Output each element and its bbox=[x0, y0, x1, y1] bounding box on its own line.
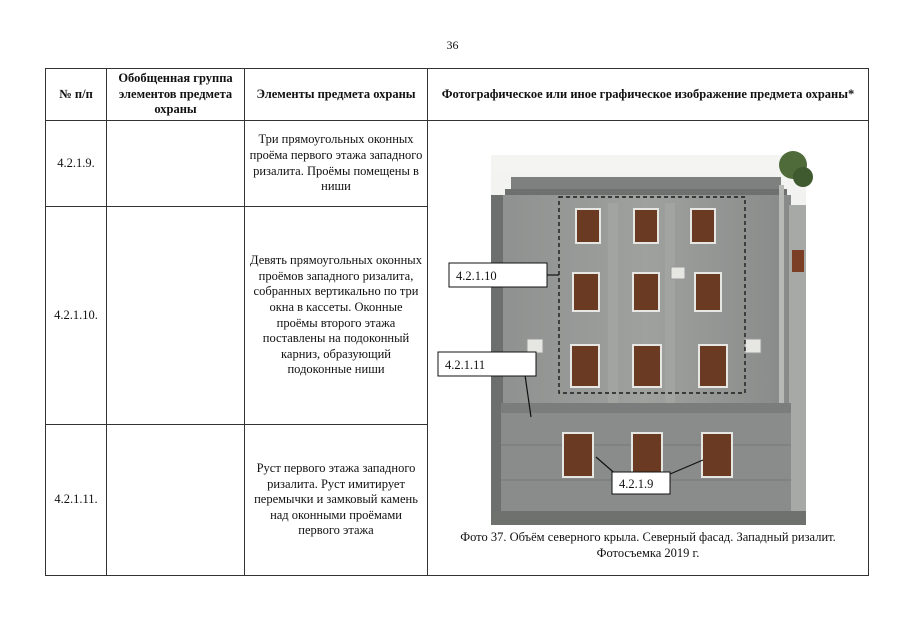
page-number: 36 bbox=[446, 38, 459, 52]
row-group bbox=[107, 425, 245, 576]
row-element: Три прямоугольных оконных проёма первого этажа западного ризалита. Проёмы помещены в ниши bbox=[245, 121, 428, 207]
label-4-2-1-9: 4.2.1.9 bbox=[619, 477, 654, 491]
facade-photo bbox=[445, 155, 806, 525]
header-elements: Элементы предмета охраны bbox=[245, 69, 428, 121]
row-element: Руст первого этажа западного ризалита. Руст имитирует перемычки и замковый камень над оконными проёмами первого этажа bbox=[245, 425, 428, 576]
label-4-2-1-10: 4.2.1.10 bbox=[456, 269, 497, 283]
table-header-row bbox=[46, 69, 869, 121]
row-element: Девять прямоугольных оконных проёмов западного ризалита, собранных вертикально по три окна в кассеты. Оконные проёмы второго этажа поставлены на подоконный карниз, образующий подоконные ниши bbox=[245, 207, 428, 425]
table-row bbox=[46, 121, 869, 207]
header-image: Фотографическое или иное графическое изображение предмета охраны* bbox=[428, 69, 869, 121]
header-number: № п/п bbox=[46, 69, 107, 121]
row-number: 4.2.1.10. bbox=[46, 207, 107, 425]
photo-cell bbox=[428, 121, 869, 576]
protection-table bbox=[45, 68, 869, 576]
label-4-2-1-11: 4.2.1.11 bbox=[445, 358, 486, 372]
row-number: 4.2.1.11. bbox=[46, 425, 107, 576]
row-group bbox=[107, 121, 245, 207]
header-group: Обобщенная группа элементов предмета охраны bbox=[107, 69, 245, 121]
row-number: 4.2.1.9. bbox=[46, 121, 107, 207]
photo-caption: Фото 37. Объём северного крыла. Северный фасад. Западный ризалит. Фотосъемка 2019 г. bbox=[460, 530, 836, 561]
row-group bbox=[107, 207, 245, 425]
